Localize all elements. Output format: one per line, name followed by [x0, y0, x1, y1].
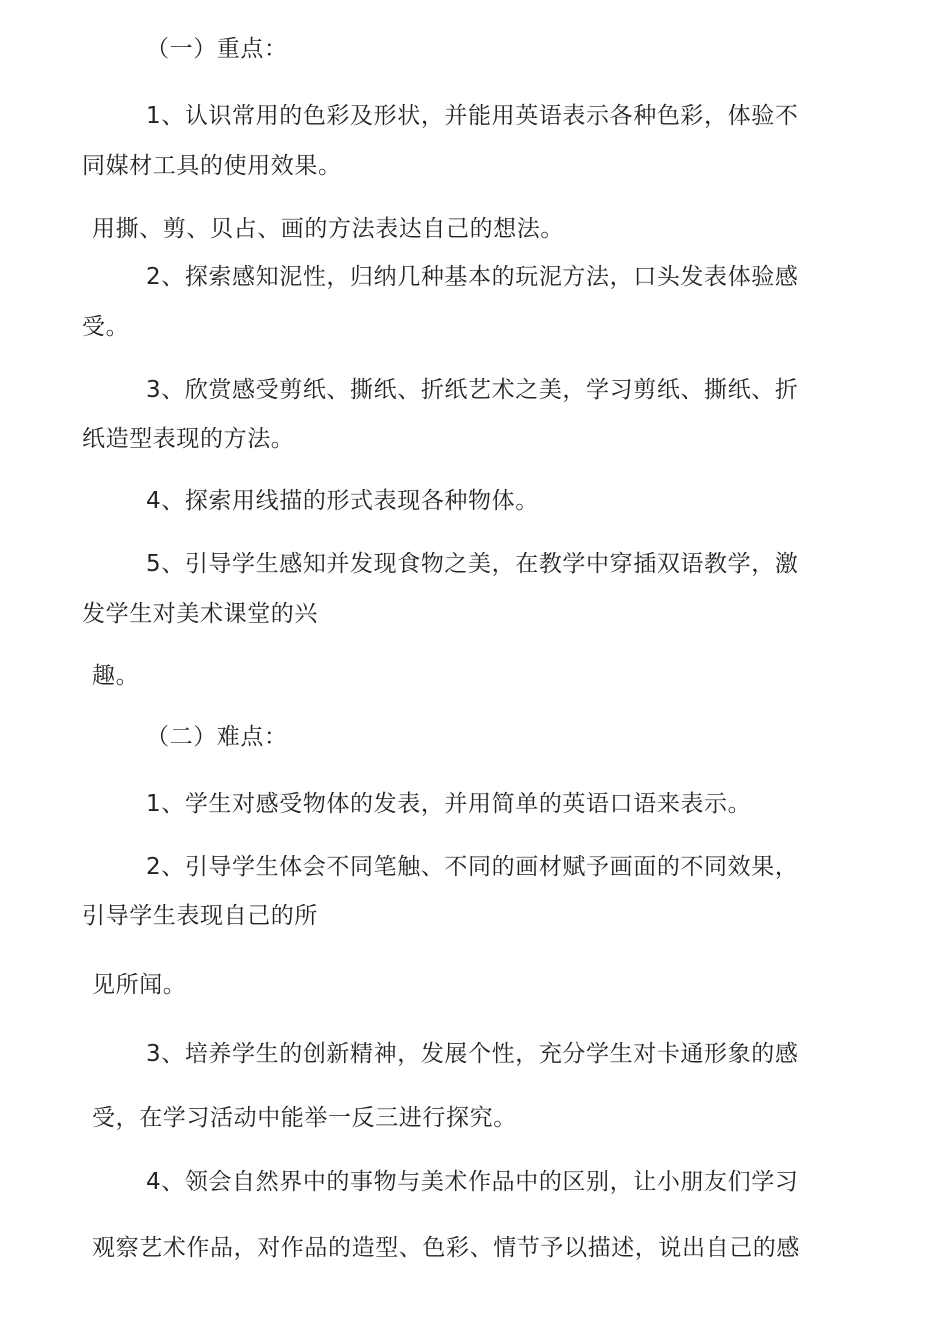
- paragraph-line: 2、探索感知泥性，归纳几种基本的玩泥方法，口头发表体验感: [146, 264, 799, 290]
- paragraph-line: 4、探索用线描的形式表现各种物体。: [146, 488, 539, 514]
- paragraph-line: 纸造型表现的方法。: [82, 426, 295, 452]
- paragraph-line: 用撕、剪、贝占、画的方法表达自己的想法。: [92, 216, 564, 242]
- paragraph-line: 观察艺术作品，对作品的造型、色彩、情节予以描述，说出自己的感: [92, 1235, 800, 1261]
- paragraph-line: 3、培养学生的创新精神，发展个性，充分学生对卡通形象的感: [146, 1041, 799, 1067]
- paragraph-line: 引导学生表现自己的所: [82, 903, 318, 929]
- paragraph-line: 3、欣赏感受剪纸、撕纸、折纸艺术之美，学习剪纸、撕纸、折: [146, 377, 799, 403]
- paragraph-line: 2、引导学生体会不同笔触、不同的画材赋予画面的不同效果，: [146, 854, 799, 880]
- paragraph-line: 1、认识常用的色彩及形状，并能用英语表示各种色彩，体验不: [146, 103, 799, 129]
- paragraph-line: 4、领会自然界中的事物与美术作品中的区别，让小朋友们学习: [146, 1169, 799, 1195]
- paragraph-line: 受。: [82, 314, 130, 340]
- paragraph-line: 见所闻。: [92, 972, 187, 998]
- paragraph-line: 受，在学习活动中能举一反三进行探究。: [92, 1105, 517, 1131]
- paragraph-line: 趣。: [92, 663, 140, 689]
- section-heading-difficulties: （二）难点：: [146, 724, 288, 750]
- paragraph-line: 同媒材工具的使用效果。: [82, 153, 342, 179]
- paragraph-line: 5、引导学生感知并发现食物之美，在教学中穿插双语教学，激: [146, 551, 799, 577]
- section-heading-key-points: （一）重点：: [146, 36, 288, 62]
- paragraph-line: 发学生对美术课堂的兴: [82, 601, 318, 627]
- paragraph-line: 1、学生对感受物体的发表，并用简单的英语口语来表示。: [146, 791, 752, 817]
